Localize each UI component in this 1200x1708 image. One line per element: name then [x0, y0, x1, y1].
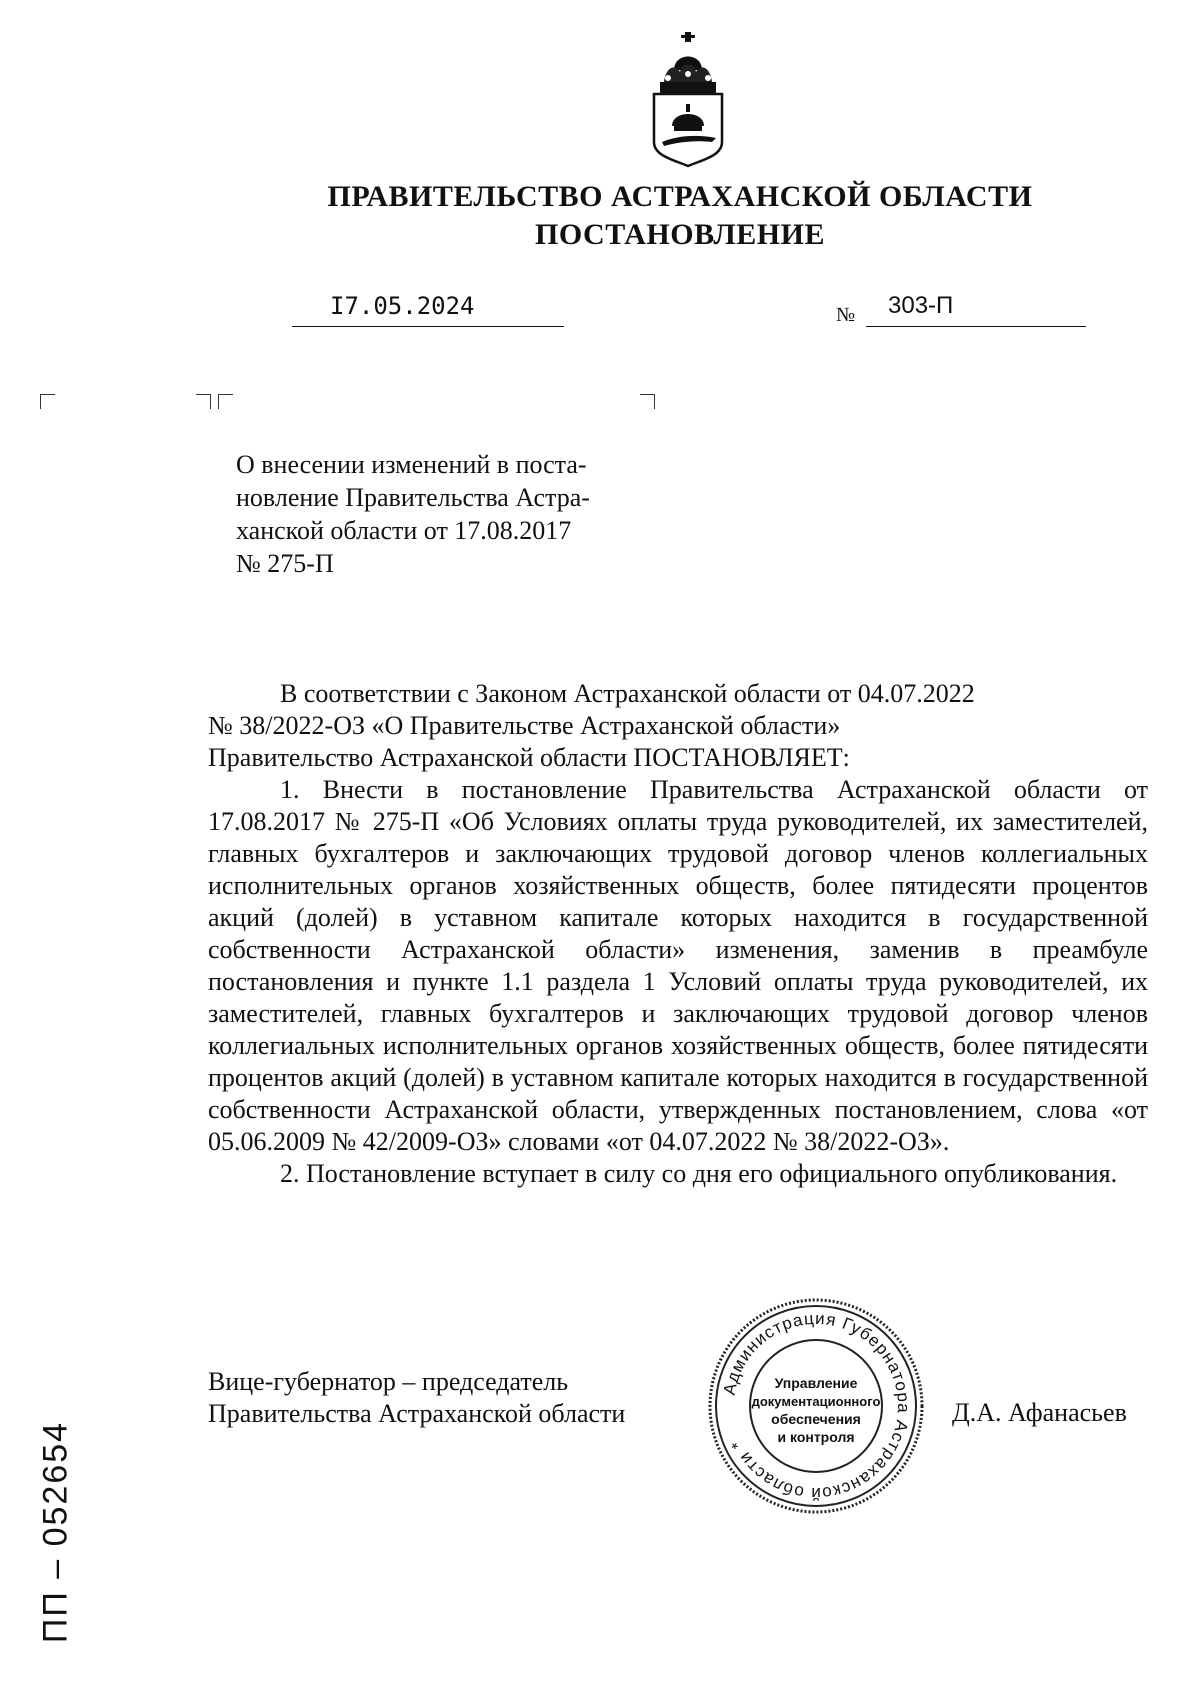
number-sign: № — [836, 304, 856, 326]
subject-line: № 275-П — [236, 549, 334, 578]
subject-line: О внесении изменений в поста- — [236, 450, 587, 479]
document-number: 303-П — [888, 292, 954, 319]
official-stamp — [706, 1296, 926, 1516]
stamp-center-line: и контроля — [777, 1429, 855, 1445]
preamble-line: Правительство Астраханской области ПОСТАНОВЛЯЕТ: — [208, 743, 850, 772]
subject-corner-right — [640, 394, 655, 409]
signatory-title-line: Вице-губернатор – председатель — [208, 1367, 569, 1396]
signatory-title — [208, 1366, 625, 1430]
form-serial-code — [26, 1392, 86, 1672]
stamp-center-line: Управление — [774, 1375, 858, 1391]
document-header — [300, 178, 1060, 254]
document-body — [208, 678, 1148, 1190]
signatory-title-line: Правительства Астраханской области — [208, 1399, 626, 1428]
margin-corner-mid-right — [196, 394, 211, 409]
signatory-name: Д.А. Афанасьев — [952, 1398, 1127, 1427]
preamble-line: № 38/2022-ОЗ «О Правительстве Астраханской области» — [208, 711, 841, 740]
subject-line: ханской области от 17.08.2017 — [236, 516, 572, 545]
doc-type-title: ПОСТАНОВЛЕНИЕ — [535, 218, 825, 251]
paragraph-item-1: 1. Внести в постановление Правительства Астраханской области от 17.08.2017 № 275-П «Об Условиях оплаты труда руководителей, их заместителей, главных бухгалтеров и заключающих трудовой договор членов коллегиальных исполнительных органов хозяйственных обществ, более пятидесяти процентов акций (долей) в уставном капитале которых находится в государственной собственности Астраханской области» изменения, заменив в преамбуле постановления и пункте 1.1 раздела 1 Условий оплаты труда руководителей, их заместителей, главных бухгалтеров и заключающих трудовой договор членов коллегиальных исполнительных органов хозяйственных обществ, более пятидесяти процентов акций (долей) в уставном капитале которых находится в государственной собственности Астраханской области, утвержденных постановлением, слова «от 05.06.2009 № 42/2009-ОЗ» словами «от 04.07.2022 № 38/2022-ОЗ». — [208, 775, 1148, 1156]
stamp-center-line: документационного — [751, 1394, 881, 1409]
margin-corner-left — [40, 394, 55, 409]
subject-line: новление Правительства Астра- — [236, 483, 590, 512]
paragraph-item-2: 2. Постановление вступает в силу со дня его официального опубликования. — [280, 1159, 1118, 1188]
document-subject — [236, 448, 640, 580]
form-serial-text: ПП – 052654 — [36, 1420, 75, 1644]
org-title: ПРАВИТЕЛЬСТВО АСТРАХАНСКОЙ ОБЛАСТИ — [327, 180, 1033, 213]
astrakhan-coat-of-arms-icon — [646, 30, 730, 168]
preamble-line: В соответствии с Законом Астраханской области от 04.07.2022 — [280, 679, 975, 708]
subject-corner-left — [218, 394, 233, 409]
document-date: I7.05.2024 — [330, 292, 475, 320]
stamp-ring-text: Администрация Губернатора Астраханской области * — [719, 1308, 914, 1504]
stamp-center-line: обеспечения — [771, 1411, 861, 1427]
